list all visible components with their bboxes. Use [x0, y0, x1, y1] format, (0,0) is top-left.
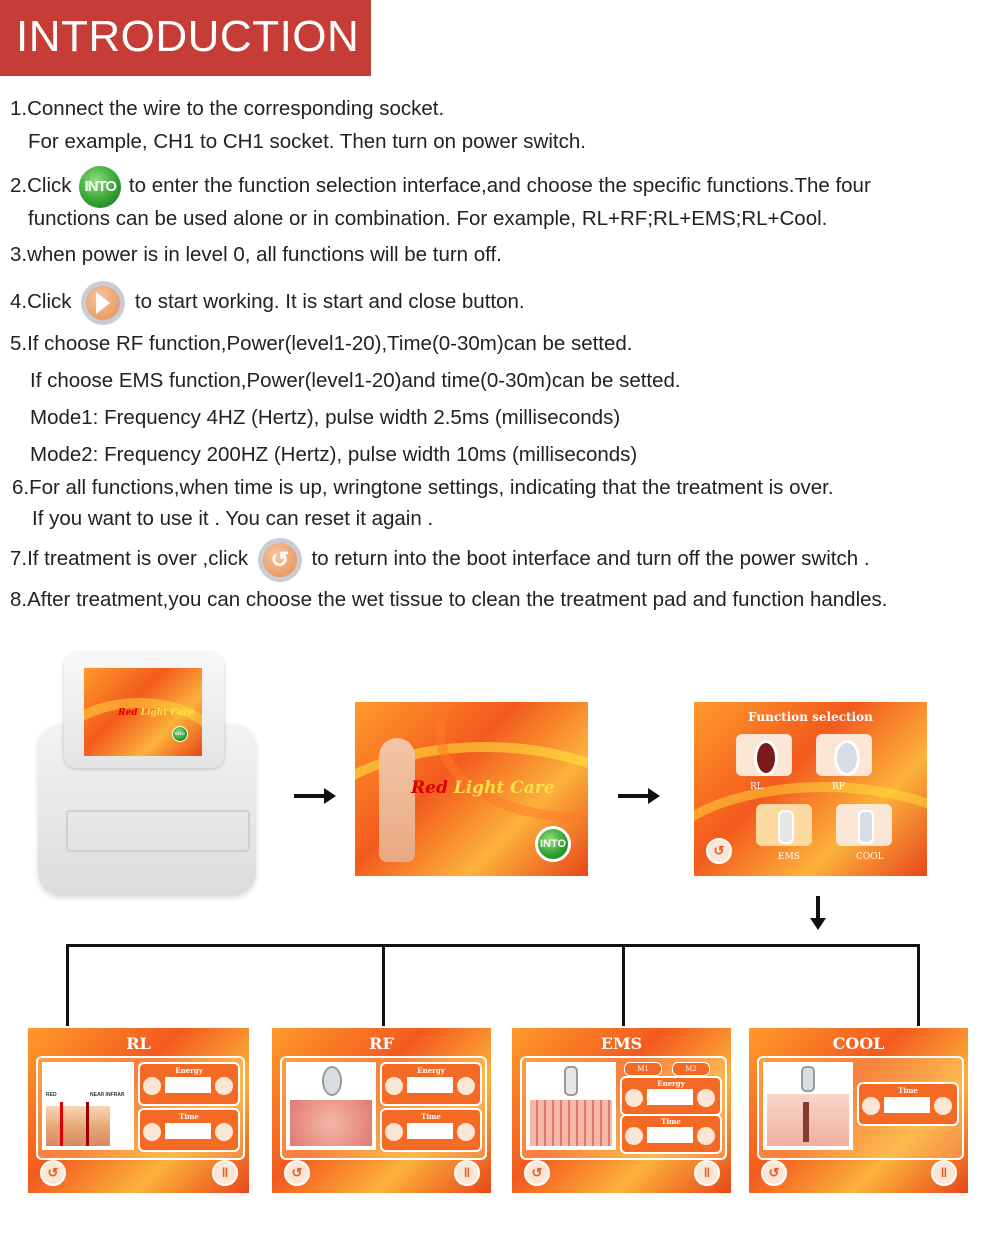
- connector-ems: [622, 944, 625, 1026]
- step-2-prefix: 2.Click: [10, 174, 72, 197]
- into-icon: INTO: [79, 166, 121, 208]
- rl-handle-icon: [754, 740, 778, 776]
- arrow-down: [816, 896, 820, 920]
- ems-panel: [512, 1028, 731, 1193]
- ems-energy-label: Energy: [657, 1079, 685, 1088]
- rf-energy-up-button[interactable]: [385, 1077, 403, 1095]
- arrow-right-2: [618, 794, 652, 798]
- step-2-suffix: to enter the function selection interface,and choose the specific functions.The four: [128, 174, 871, 197]
- step-4-line: [10, 280, 525, 324]
- ems-mode2-button[interactable]: M2: [672, 1062, 710, 1076]
- rf-panel-title: RF: [369, 1034, 394, 1053]
- rf-panel: [272, 1028, 491, 1193]
- return-icon: ↺: [258, 538, 302, 582]
- ems-pause-button[interactable]: ‖: [694, 1160, 720, 1186]
- device-into-button: INTO: [172, 726, 188, 742]
- step-5-line-4: Mode2: Frequency 200HZ (Hertz), pulse width 10ms (milliseconds): [30, 443, 638, 466]
- ems-energy-down-button[interactable]: [697, 1089, 715, 1107]
- boot-brand-red: Red: [411, 778, 448, 798]
- ems-energy-control: [620, 1076, 722, 1116]
- ems-time-down-button[interactable]: [697, 1127, 715, 1145]
- rl-nir-label: NEAR INFRAR: [90, 1092, 125, 1098]
- tile-rl-label: RL: [750, 782, 763, 792]
- rf-time-up-button[interactable]: [385, 1123, 403, 1141]
- connector-rl: [66, 944, 69, 1026]
- connector-cool: [917, 944, 920, 1026]
- step-8-line: 8.After treatment,you can choose the wet tissue to clean the treatment pad and function handles.: [10, 588, 888, 611]
- rl-energy-field: [165, 1077, 211, 1093]
- ems-handle-icon: [778, 810, 794, 844]
- step-4-prefix: 4.Click: [10, 290, 72, 313]
- rl-red-label: RED: [46, 1092, 57, 1098]
- ems-energy-field: [647, 1089, 693, 1105]
- rl-energy-up-button[interactable]: [143, 1077, 161, 1095]
- tile-rf[interactable]: [816, 734, 872, 776]
- function-return-button[interactable]: ↺: [706, 838, 732, 864]
- rf-handle-icon: [834, 740, 860, 776]
- cool-hair-follicle: [803, 1102, 809, 1142]
- rf-time-down-button[interactable]: [457, 1123, 475, 1141]
- cool-skin-diagram: [763, 1062, 853, 1150]
- tile-cool[interactable]: [836, 804, 892, 846]
- cool-panel: [749, 1028, 968, 1193]
- device-slot: [66, 810, 250, 852]
- rf-time-field: [407, 1123, 453, 1139]
- tile-cool-label: COOL: [856, 852, 884, 862]
- rl-time-up-button[interactable]: [143, 1123, 161, 1141]
- play-icon: [81, 281, 125, 325]
- device-screen: [84, 668, 202, 756]
- rl-energy-down-button[interactable]: [215, 1077, 233, 1095]
- cool-time-control: [857, 1082, 959, 1126]
- rl-time-field: [165, 1123, 211, 1139]
- connector-horizontal: [66, 944, 920, 947]
- rf-pause-button[interactable]: ‖: [454, 1160, 480, 1186]
- step-7-prefix: 7.If treatment is over ,click: [10, 547, 249, 570]
- device-brand-rest: Light Care: [140, 708, 194, 718]
- connector-rf: [382, 944, 385, 1026]
- rf-energy-control: [380, 1062, 482, 1106]
- cool-time-label: Time: [898, 1086, 918, 1095]
- rl-time-control: [138, 1108, 240, 1152]
- boot-brand-rest: Light Care: [453, 778, 555, 798]
- rl-time-label: Time: [179, 1112, 199, 1121]
- rf-skin-cells: [290, 1100, 372, 1146]
- step-2-line-1: [10, 165, 871, 207]
- rl-energy-label: Energy: [175, 1066, 203, 1075]
- cool-time-down-button[interactable]: [934, 1097, 952, 1115]
- rl-skin-diagram: [42, 1062, 134, 1150]
- ems-time-field: [647, 1127, 693, 1143]
- rl-nir-beam: [86, 1102, 89, 1146]
- arrow-right-1: [294, 794, 328, 798]
- function-selection-screen: [694, 702, 927, 876]
- step-1-line-2: For example, CH1 to CH1 socket. Then turn on power switch.: [28, 130, 586, 153]
- step-5-line-2: If choose EMS function,Power(level1-20)and time(0-30m)can be setted.: [30, 369, 681, 392]
- page-title: INTRODUCTION: [16, 12, 360, 61]
- tile-ems[interactable]: [756, 804, 812, 846]
- cool-panel-title: COOL: [832, 1034, 885, 1053]
- rf-energy-field: [407, 1077, 453, 1093]
- ems-energy-up-button[interactable]: [625, 1089, 643, 1107]
- cool-return-button[interactable]: ↺: [761, 1160, 787, 1186]
- step-4-suffix: to start working. It is start and close button.: [134, 290, 525, 313]
- rf-energy-down-button[interactable]: [457, 1077, 475, 1095]
- rf-time-label: Time: [421, 1112, 441, 1121]
- step-5-line-1: 5.If choose RF function,Power(level1-20),Time(0-30m)can be setted.: [10, 332, 633, 355]
- rf-energy-label: Energy: [417, 1066, 445, 1075]
- ems-mode1-button[interactable]: M1: [624, 1062, 662, 1076]
- rf-time-control: [380, 1108, 482, 1152]
- rl-pause-button[interactable]: ‖: [212, 1160, 238, 1186]
- cool-handle-icon: [858, 810, 874, 844]
- step-6-line-1: 6.For all functions,when time is up, wringtone settings, indicating that the treatment is over.: [12, 476, 834, 499]
- rf-skin-diagram: [286, 1062, 376, 1150]
- function-selection-title: Function selection: [748, 710, 873, 724]
- ems-return-button[interactable]: ↺: [524, 1160, 550, 1186]
- step-2-line-2: functions can be used alone or in combination. For example, RL+RF;RL+EMS;RL+Cool.: [28, 207, 828, 230]
- step-6-line-2: If you want to use it . You can reset it again .: [32, 507, 434, 530]
- rl-panel: [28, 1028, 249, 1193]
- ems-skin-diagram: [526, 1062, 616, 1150]
- rl-skin-layers: [46, 1106, 110, 1146]
- ems-muscle-fibers: [530, 1100, 612, 1146]
- step-7-line: [10, 537, 870, 581]
- ems-time-label: Time: [661, 1117, 681, 1126]
- tile-ems-label: EMS: [778, 852, 800, 862]
- boot-into-button[interactable]: INTO: [535, 826, 571, 862]
- step-1-line-1: 1.Connect the wire to the corresponding socket.: [10, 97, 445, 120]
- cool-time-up-button[interactable]: [862, 1097, 880, 1115]
- title-banner: [0, 0, 371, 76]
- boot-screen: [355, 702, 588, 876]
- cool-handle-image: [801, 1066, 815, 1092]
- step-5-line-3: Mode1: Frequency 4HZ (Hertz), pulse width 2.5ms (milliseconds): [30, 406, 621, 429]
- cool-pause-button[interactable]: ‖: [931, 1160, 957, 1186]
- rl-energy-control: [138, 1062, 240, 1106]
- ems-time-up-button[interactable]: [625, 1127, 643, 1145]
- cool-time-field: [884, 1097, 930, 1113]
- tile-rl[interactable]: [736, 734, 792, 776]
- rl-time-down-button[interactable]: [215, 1123, 233, 1141]
- step-7-suffix: to return into the boot interface and turn off the power switch .: [311, 547, 870, 570]
- tile-rf-label: RF: [832, 782, 846, 792]
- rl-return-button[interactable]: ↺: [40, 1160, 66, 1186]
- ems-handle-image: [564, 1066, 578, 1096]
- ems-time-control: [620, 1114, 722, 1154]
- rf-return-button[interactable]: ↺: [284, 1160, 310, 1186]
- step-3-line: 3.when power is in level 0, all functions will be turn off.: [10, 243, 502, 266]
- rl-panel-title: RL: [126, 1034, 151, 1053]
- rf-handle-image: [322, 1066, 342, 1096]
- rl-red-beam: [60, 1102, 63, 1146]
- device-brand-red: Red: [118, 708, 138, 718]
- ems-panel-title: EMS: [600, 1034, 643, 1053]
- model-figure: [379, 738, 415, 862]
